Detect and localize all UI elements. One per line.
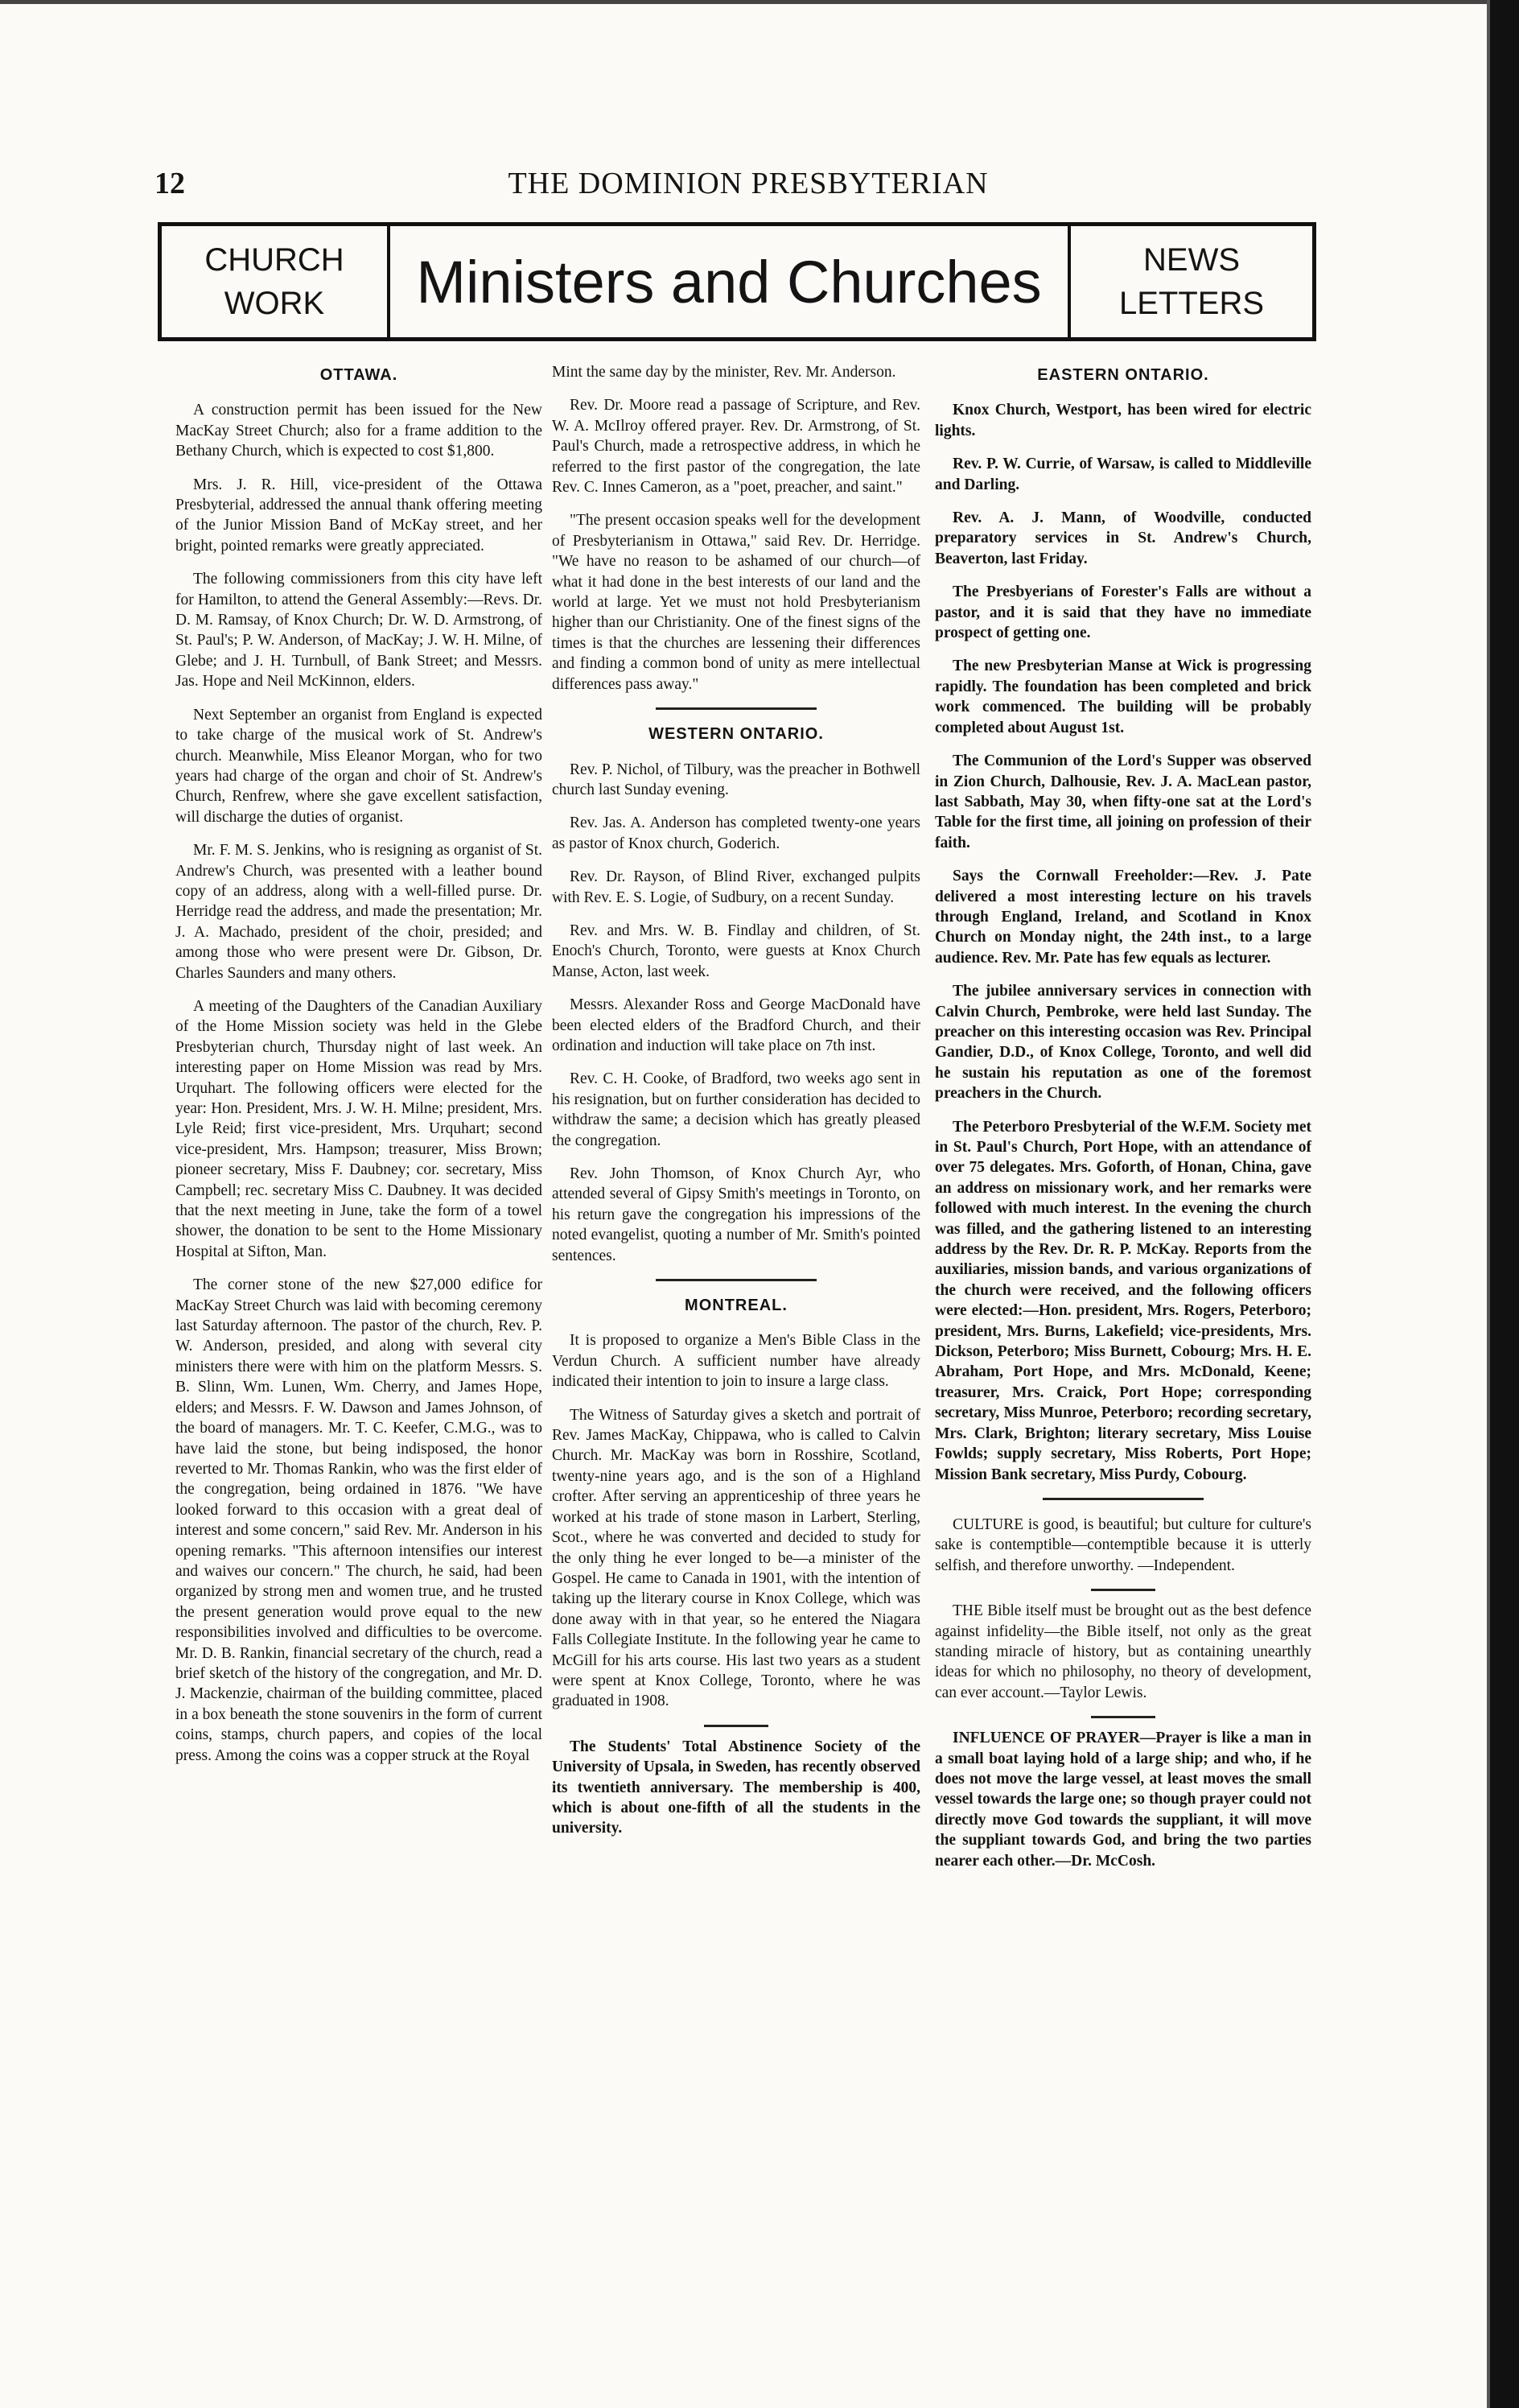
- section-divider: [704, 1725, 768, 1727]
- article-paragraph: The new Presbyterian Manse at Wick is progressing rapidly. The foundation has been completed and brick work commenced. The building will be probably completed about August 1st.: [935, 658, 1311, 736]
- section-divider: [656, 1279, 817, 1281]
- article-paragraph: Rev. John Thomson, of Knox Church Ayr, who attended several of Gipsy Smith's meetings in Toronto, on his return gave the congregation his impressions of the noted evangelist, quoting a number of Mr. Smith's pointed sentences.: [552, 1165, 920, 1264]
- article-paragraph: It is proposed to organize a Men's Bible Class in the Verdun Church. A sufficient number have already indicated their intention to join to insure a large class.: [552, 1332, 920, 1391]
- banner-right-line2: LETTERS: [1118, 286, 1265, 321]
- heading-eastern-ontario: EASTERN ONTARIO.: [1037, 366, 1209, 384]
- article-paragraph: Rev. Dr. Rayson, of Blind River, exchanged pulpits with Rev. E. S. Logie, of Sudbury, on a recent Sunday.: [552, 868, 920, 906]
- article-paragraph: Rev. Jas. A. Anderson has completed twenty-one years as pastor of Knox church, Goderich.: [552, 814, 920, 852]
- article-paragraph: The Communion of the Lord's Supper was observed in Zion Church, Dalhousie, Rev. J. A. MacLean pastor, last Sabbath, May 30, when fifty-one sat at the Lord's Table for the first time, all joining on profession of their faith.: [935, 752, 1311, 851]
- article-paragraph: Messrs. Alexander Ross and George MacDonald have been elected elders of the Bradford Church, and their ordination and induction will take place on 7th inst.: [552, 996, 920, 1054]
- heading-ottawa: OTTAWA.: [319, 366, 398, 384]
- article-paragraph: A construction permit has been issued for the New MacKay Street Church; also for a frame addition to the Bethany Church, which is expected to cost $1,800.: [175, 402, 542, 460]
- section-divider: [1091, 1716, 1155, 1718]
- article-paragraph: Rev. Dr. Moore read a passage of Scripture, and Rev. W. A. McIlroy offered prayer. Rev. Dr. Armstrong, of St. Paul's Church, made a retrospective address, in which he referred to the first pastor of the congregation, the late Rev. C. Innes Cameron, as a "poet, preacher, and saint.": [552, 397, 920, 497]
- section-banner: [158, 222, 1316, 341]
- article-paragraph: Knox Church, Westport, has been wired for electric lights.: [935, 402, 1311, 439]
- article-paragraph: The following commissioners from this city have left for Hamilton, to attend the General Assembly:—Revs. Dr. D. M. Ramsay, of Knox Church; Dr. W. D. Armstrong, of St. Paul's; P. W. Anderson, of MacKay; J. W. H. Milne, of Glebe; and J. H. Turnbull, of Bank Street; and Messrs. Jas. Hope and Neil McKinnon, elders.: [175, 571, 542, 691]
- banner-left-line2: WORK: [224, 286, 325, 321]
- section-divider: [656, 707, 817, 710]
- article-paragraph: Mr. F. M. S. Jenkins, who is resigning as organist of St. Andrew's Church, was presented with a leather bound copy of an address, along with a well-filled purse. Dr. Herridge read the address, and made the presentation; Mr. J. A. Machado, president of the choir, presided; and among those who were present were Dr. Gibson, Dr. Charles Saunders and many others.: [175, 842, 542, 982]
- article-paragraph: Rev. C. H. Cooke, of Bradford, two weeks ago sent in his resignation, but on further consideration has decided to withdraw the same; a decision which has greatly pleased the congregation.: [552, 1070, 920, 1149]
- article-paragraph: Rev. A. J. Mann, of Woodville, conducted preparatory services in St. Andrew's Church, Beaverton, last Friday.: [935, 509, 1311, 567]
- article-paragraph: The Students' Total Abstinence Society of the University of Upsala, in Sweden, has recently observed its twentieth anniversary. The membership is 400, which is about one-fifth of all the students in the university.: [552, 1738, 920, 1837]
- banner-left-line1: CHURCH: [204, 242, 344, 278]
- article-paragraph: The jubilee anniversary services in connection with Calvin Church, Pembroke, were held last Sunday. The preacher on this interesting occasion was Rev. Principal Gandier, D.D., of Knox College, Toronto, and well did he sustain his reputation as one of the foremost preachers in the Church.: [935, 983, 1311, 1103]
- article-paragraph: Mrs. J. R. Hill, vice-president of the Ottawa Presbyterial, addressed the annual thank offering meeting of the Junior Mission Band of McKay street, and her bright, pointed remarks were greatly appreciated.: [175, 476, 542, 555]
- quote-prayer: INFLUENCE OF PRAYER—Prayer is like a man in a small boat laying hold of a large ship; and who, if he does not move the large vessel, at least moves the small vessel towards the large one; so though prayer could not directly move God towards the suppliant, it will move the suppliant towards God, and bring the two parties nearer each other.—Dr. McCosh.: [935, 1730, 1311, 1870]
- column-eastern-ontario: [935, 362, 1311, 1884]
- quote-culture: CULTURE is good, is beautiful; but culture for culture's sake is contemptible—contemptible because it is utterly selfish, and therefore unworthy. —Independent.: [935, 1515, 1311, 1574]
- article-paragraph: A meeting of the Daughters of the Canadian Auxiliary of the Home Mission society was held in the Glebe Presbyterian church, Thursday night of last week. An interesting paper on Home Mission was read by Mrs. Urquhart. The following officers were elected for the year: Hon. President, Mrs. J. W. H. Milne; president, Mrs. Lyle Reid; first vice-president, Mrs. Urquhart; second vice-president, Mrs. Hampson; treasurer, Miss Brown; pioneer secretary, Miss F. Daubney; cor. secretary, Miss Campbell; rec. secretary Miss C. Daubney. It was decided that the next meeting in June, take the form of a towel shower, the donation to be sent to the Home Missionary Hospital at Sifton, Man.: [175, 997, 542, 1260]
- section-title: Ministers and Churches: [416, 248, 1042, 315]
- article-paragraph: Rev. P. W. Currie, of Warsaw, is called to Middleville and Darling.: [935, 456, 1311, 493]
- article-paragraph: Rev. and Mrs. W. B. Findlay and children, of St. Enoch's Church, Toronto, were guests at Knox Church Manse, Acton, last week.: [552, 922, 920, 980]
- heading-montreal: MONTREAL.: [685, 1297, 788, 1315]
- banner-left-box: [162, 226, 390, 337]
- article-paragraph: Says the Cornwall Freeholder:—Rev. J. Pate delivered a most interesting lecture on his travels through England, Ireland, and Scotland in Knox Church on Monday night, the 24th inst., to a large audience. Rev. Mr. Pate has few equals as lecturer.: [935, 868, 1311, 967]
- page-number: 12: [154, 167, 185, 200]
- page-edge-bar: [1490, 0, 1519, 2408]
- banner-right-box: [1068, 226, 1312, 337]
- article-paragraph: The Presbyerians of Forester's Falls are without a pastor, and it is said that they have no immediate prospect of getting one.: [935, 583, 1311, 642]
- column-ottawa: [175, 362, 542, 1779]
- quote-bible: THE Bible itself must be brought out as the best defence against infidelity—the Bible itself, not only as the great standing miracle of history, but as containing unearthly ideas for which no philosophy, no theory of development, can ever account.—Taylor Lewis.: [935, 1602, 1311, 1701]
- article-paragraph: Next September an organist from England is expected to take charge of the musical work of St. Andrew's church. Meanwhile, Miss Eleanor Morgan, who for two years had charge of the organ and choir of St. Andrew's Church, Renfrew, where she gave excellent satisfaction, will discharge the duties of organist.: [175, 706, 542, 826]
- heading-western-ontario: WESTERN ONTARIO.: [648, 725, 824, 744]
- top-border-line: [0, 0, 1487, 4]
- article-paragraph: The corner stone of the new $27,000 edifice for MacKay Street Church was laid with becoming ceremony last Saturday afternoon. The pastor of the church, Rev. P. W. Anderson, presided, and along with several city ministers there were with him on the platform Messrs. S. B. Slinn, Wm. Lunen, Wm. Cherry, and James Hope, elders; and Messrs. F. W. Dawson and James Johnson, of the board of managers. Mr. T. C. Keefer, C.M.G., was to have laid the stone, but being indisposed, the honor reverted to Mr. Thomas Rankin, who was the first elder of the congregation, being ordained in 1876. "We have looked forward to this occasion with a great deal of interest and some concern," said Rev. Mr. Anderson in his opening remarks. "This afternoon intensifies our interest and waives our concern." The church, he said, had been organized by strong men and women true, and he trusted the present generation would prove equal to the new responsibilities involved and difficulties to be overcome. Mr. D. B. Rankin, financial secretary of the church, read a brief sketch of the history of the congregation, and Mr. D. J. Mackenzie, chairman of the building committee, placed in a box beneath the stone souvenirs in the form of current coins, stamps, church papers, and copies of the local press. Among the coins was a copper struck at the Royal: [175, 1276, 542, 1764]
- article-paragraph: The Peterboro Presbyterial of the W.F.M. Society met in St. Paul's Church, Port Hope, with an attendance of over 75 delegates. Mrs. Goforth, of Honan, China, gave an address on missionary work, and her remarks were followed with much interest. In the evening the church was filled, and the gathering listened to an interesting address by the Rev. Dr. R. P. McKay. Reports from the auxiliaries, mission bands, and various organizations of the church were received, and the following officers were elected:—Hon. president, Mrs. Rogers, Peterboro; president, Mrs. Burns, Lakefield; vice-presidents, Mrs. Dickson, Peterboro; Miss Burnett, Cobourg; Mrs. H. E. Abraham, Port Hope, and Mrs. McDonald, Keene; treasurer, Mrs. Craick, Port Hope; corresponding secretary, Miss Munroe, Peterboro; recording secretary, Mrs. Clark, Brighton; literary secretary, Miss Louise Fowlds; supply secretary, Miss Roberts, Port Hope; Mission Bank secretary, Miss Purdy, Cobourg.: [935, 1118, 1311, 1483]
- article-paragraph: Mint the same day by the minister, Rev. Mr. Anderson.: [552, 364, 896, 381]
- column-middle: [552, 362, 920, 1852]
- banner-title-box: [390, 226, 1068, 337]
- section-divider: [1091, 1589, 1155, 1591]
- article-paragraph: The Witness of Saturday gives a sketch and portrait of Rev. James MacKay, Chippawa, who is called to Calvin Church. Mr. MacKay was born in Rosshire, Scotland, twenty-nine years ago, and is the son of a Highland crofter. After serving an apprenticeship of three years he worked at his trade of stone mason in Larbert, Sterling, Scot., where he was converted and decided to study for the only thing he ever longed to be—a minister of the Gospel. He came to Canada in 1901, with the intention of taking up the literary course in Knox College, which was done away with in that year, so he entered the Niagara Falls Collegiate Institute. In the following year he came to McGill for his arts course. His last two years as a student were spent at Knox College, Toronto, where he was graduated in 1908.: [552, 1406, 920, 1710]
- running-title: THE DOMINION PRESBYTERIAN: [508, 167, 989, 200]
- article-paragraph: Rev. P. Nichol, of Tilbury, was the preacher in Bothwell church last Sunday evening.: [552, 761, 920, 798]
- article-paragraph: "The present occasion speaks well for the development of Presbyterianism in Ottawa," said Rev. Dr. Herridge. "We have no reason to be ashamed of our church—of what it had done in the best interests of our land and the world at large. Yet we must not hold Presbyterianism higher than our Christianity. One of the finest signs of the times is that the churches are lessening their differences and finding a common bond of unity as mere intellectual differences pass away.": [552, 512, 920, 693]
- section-divider: [1043, 1498, 1204, 1500]
- banner-right-line1: NEWS: [1143, 242, 1240, 278]
